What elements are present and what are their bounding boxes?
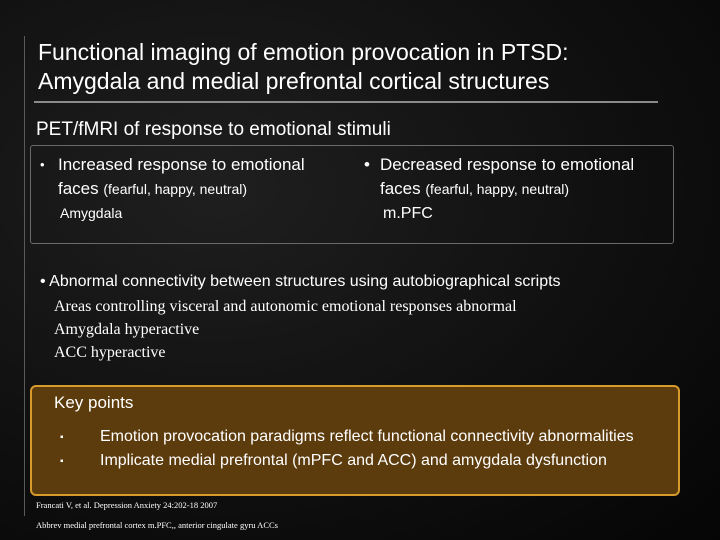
right-column-line2 [380,178,569,200]
connectivity-bullet: • [40,273,46,290]
connectivity-heading [40,273,561,291]
left-faces-label: faces [58,179,99,198]
left-vertical-rule [24,36,25,516]
right-region-mpfc: m.PFC [383,205,433,222]
left-column-line2 [58,178,247,200]
right-column-line1: Decreased response to emotional [380,155,635,174]
title-line-1: Functional imaging of emotion provocation in PTSD: [38,39,569,65]
slide-title [38,38,708,96]
connectivity-line-1: Areas controlling visceral and autonomic emotional responses abnormal [54,298,517,315]
key-point-2: Implicate medial prefrontal (mPFC and ACC) and amygdala dysfunction [100,452,607,469]
title-line-2: Amygdala and medial prefrontal cortical structures [38,68,550,94]
key-point-bullet-1: ▪ [60,432,64,443]
key-points-title: Key points [54,393,134,412]
key-point-1: Emotion provocation paradigms reflect functional connectivity abnormalities [100,428,634,445]
reference-citation: Francati V, et al. Depression Anxiety 24:202-18 2007 [36,500,218,510]
left-region-amygdala: Amygdala [60,205,123,221]
abbreviations-note: Abbrev medial prefrontal cortex m.PFC,, anterior cingulate gyru ACCs [36,520,278,530]
bullet-left: • [40,157,45,172]
connectivity-line-3: ACC hyperactive [54,344,166,361]
connectivity-text: Abnormal connectivity between structures using autobiographical scripts [49,273,561,290]
key-point-bullet-2: ▪ [60,456,64,467]
left-column-line1: Increased response to emotional [58,155,305,174]
right-faces-label: faces [380,179,421,198]
section-subtitle: PET/fMRI of response to emotional stimuli [36,119,391,140]
connectivity-line-2: Amygdala hyperactive [54,321,200,338]
title-underline [34,101,658,103]
bullet-right: • [364,155,370,174]
right-faces-detail: (fearful, happy, neutral) [425,181,570,197]
left-faces-detail: (fearful, happy, neutral) [103,181,248,197]
